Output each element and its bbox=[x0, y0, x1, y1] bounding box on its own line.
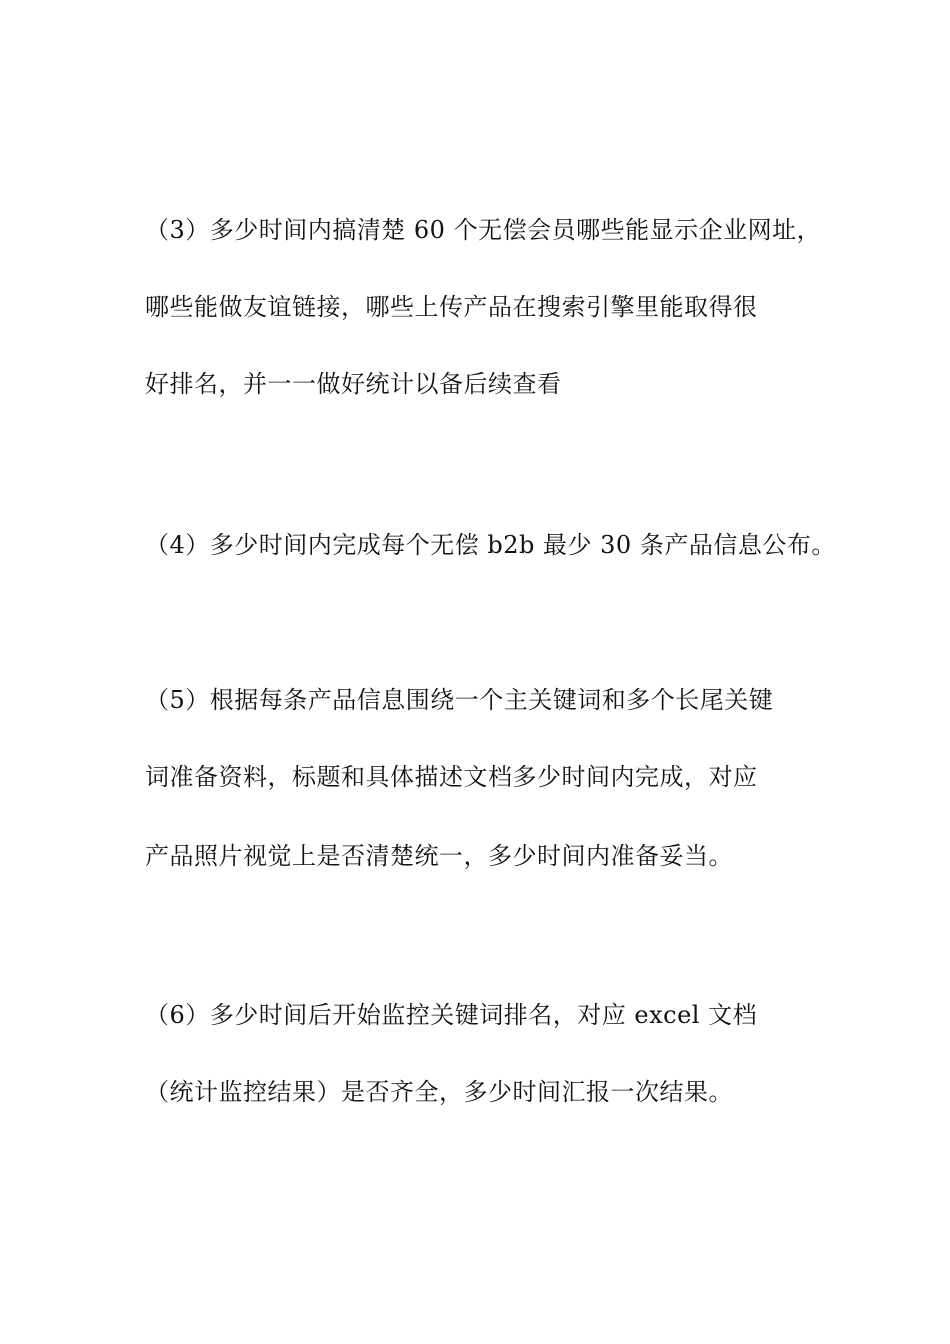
paragraph-3-line-3: 好排名，并一一做好统计以备后续查看 bbox=[145, 370, 562, 398]
paragraph-3-line-1: （3）多少时间内搞清楚 60 个无偿会员哪些能显示企业网址， bbox=[145, 216, 822, 244]
paragraph-4-line-1: （4）多少时间内完成每个无偿 b2b 最少 30 条产品信息公布。 bbox=[145, 531, 836, 559]
paragraph-5-line-2: 词准备资料，标题和具体描述文档多少时间内完成，对应 bbox=[145, 763, 758, 791]
paragraph-6-line-1: （6）多少时间后开始监控关键词排名，对应 excel 文档 bbox=[145, 1001, 758, 1029]
paragraph-6-line-2: （统计监控结果）是否齐全，多少时间汇报一次结果。 bbox=[145, 1078, 733, 1106]
paragraph-5-line-1: （5）根据每条产品信息围绕一个主关键词和多个长尾关键 bbox=[145, 686, 774, 714]
paragraph-3-line-2: 哪些能做友谊链接，哪些上传产品在搜索引擎里能取得很 bbox=[145, 293, 758, 321]
paragraph-5-line-3: 产品照片视觉上是否清楚统一，多少时间内准备妥当。 bbox=[145, 842, 733, 870]
